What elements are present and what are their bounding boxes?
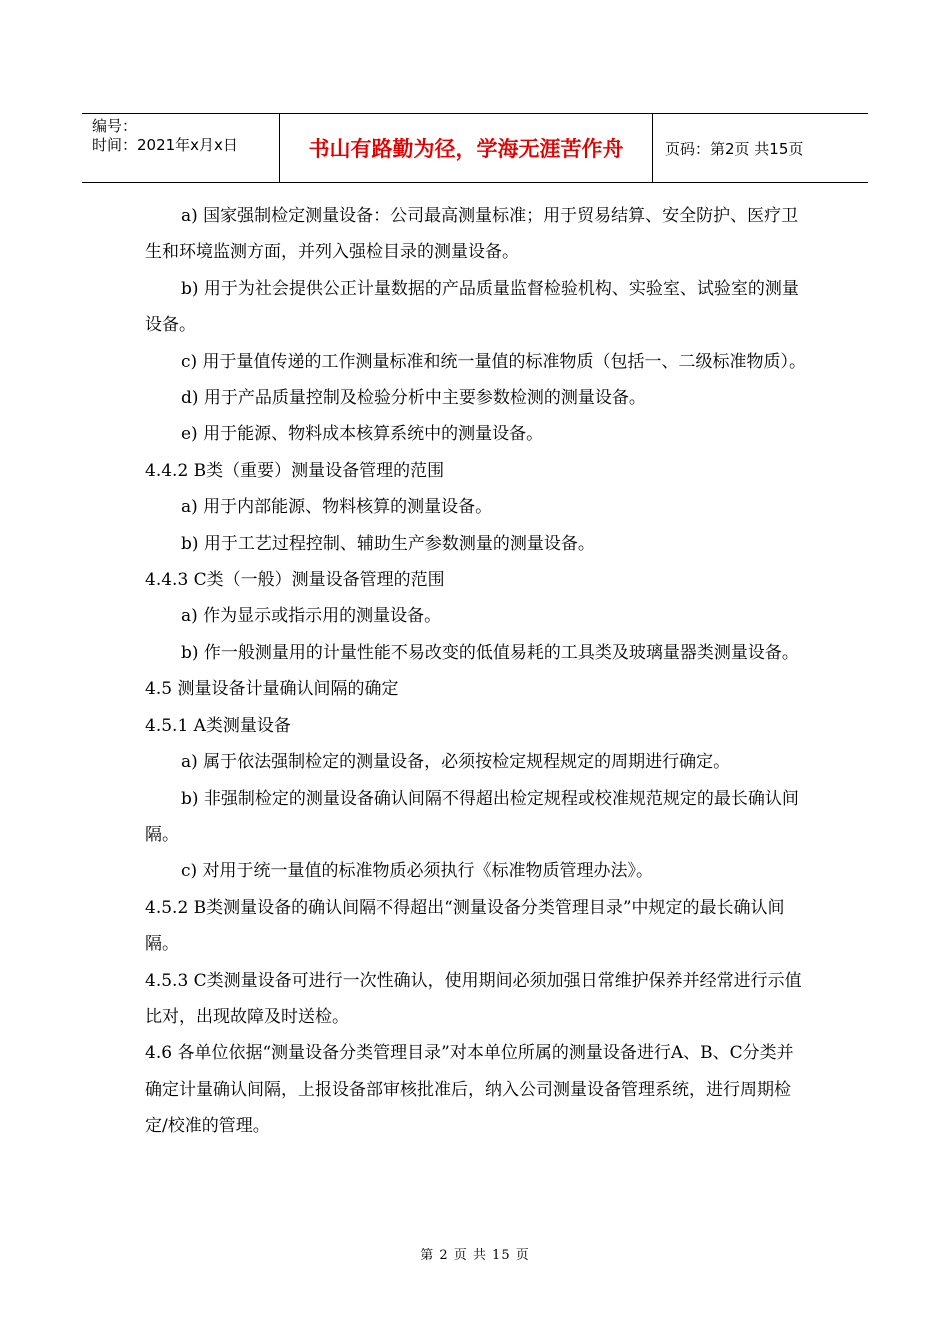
paragraph: 4.4.2 B类（重要）测量设备管理的范围 [145, 460, 445, 481]
paragraph: b) 作一般测量用的计量性能不易改变的低值易耗的工具类及玻璃量器类测量设备。 [181, 642, 799, 663]
document-body [145, 198, 810, 1145]
paragraph: b) 非强制检定的测量设备确认间隔不得超出检定规程或校准规范规定的最长确认间隔。 [145, 788, 799, 845]
paragraph: 4.5.2 B类测量设备的确认间隔不得超出“测量设备分类管理目录”中规定的最长确认间隔。 [145, 897, 785, 955]
header-meta [82, 114, 280, 182]
paragraph: e) 用于能源、物料成本核算系统中的测量设备。 [181, 424, 544, 445]
paragraph: 4.6 各单位依据“测量设备分类管理目录”对本单位所属的测量设备进行A、B、C分类并确定计量确认间隔，上报设备部审核批准后，纳入公司测量设备管理系统，进行周期检定/校准的管理。 [145, 1043, 794, 1137]
paragraph: 4.5.3 C类测量设备可进行一次性确认，使用期间必须加强日常维护保养并经常进行示值比对，出现故障及时送检。 [145, 970, 802, 1027]
header-motto: 书山有路勤为径，学海无涯苦作舟 [280, 114, 653, 182]
paragraph: 4.5.1 A类测量设备 [145, 715, 291, 736]
paragraph: 4.5 测量设备计量确认间隔的确定 [145, 679, 399, 700]
paragraph: c) 对用于统一量值的标准物质必须执行《标准物质管理办法》。 [181, 861, 654, 882]
paragraph: b) 用于为社会提供公正计量数据的产品质量监督检验机构、实验室、试验室的测量设备。 [145, 278, 799, 336]
document-time-label: 时间：2021年x月x日 [92, 136, 238, 154]
paragraph: a) 国家强制检定测量设备：公司最高测量标准；用于贸易结算、安全防护、医疗卫生和环境监测方面，并列入强检目录的测量设备。 [145, 206, 799, 263]
paragraph: d) 用于产品质量控制及检验分析中主要参数检测的测量设备。 [181, 388, 646, 409]
header-page-info: 页码：第2页 共15页 [665, 139, 804, 158]
paragraph: a) 属于依法强制检定的测量设备，必须按检定规程规定的周期进行确定。 [181, 752, 731, 773]
page-header [82, 113, 868, 183]
paragraph: c) 用于量值传递的工作测量标准和统一量值的标准物质（包括一、二级标准物质）。 [181, 351, 807, 372]
paragraph: a) 用于内部能源、物料核算的测量设备。 [181, 497, 493, 518]
paragraph: a) 作为显示或指示用的测量设备。 [181, 606, 442, 627]
document-number-label: 编号： [92, 117, 138, 135]
page-footer: 第 2 页 共 15 页 [420, 1248, 530, 1263]
paragraph: 4.4.3 C类（一般）测量设备管理的范围 [145, 570, 445, 591]
paragraph: b) 用于工艺过程控制、辅助生产参数测量的测量设备。 [181, 533, 595, 554]
